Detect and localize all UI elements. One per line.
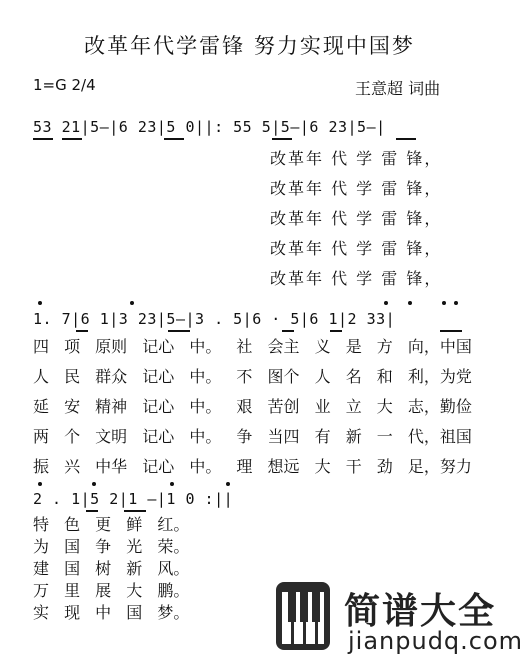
lyric-line: 建 国 树 新 风。 bbox=[33, 559, 190, 578]
lyric-line: 为 国 争 光 荣。 bbox=[33, 537, 190, 556]
underline-mark bbox=[330, 330, 342, 332]
octave-dot bbox=[38, 482, 42, 486]
underline-mark bbox=[282, 330, 294, 332]
lyric-line: 人 民 群众 记心 中。 不 图个 人 名 和 利，为党 bbox=[33, 367, 472, 386]
lyric-line: 改革年 代 学 雷 锋， bbox=[270, 269, 443, 288]
notation-line-3: 2 . 1|5 2|1 —|1 0 :|| bbox=[33, 490, 234, 508]
site-logo bbox=[274, 577, 523, 660]
lyric-line: 特 色 更 鲜 红。 bbox=[33, 515, 190, 534]
lyric-line: 万 里 展 大 鹏。 bbox=[33, 581, 190, 600]
underline-mark bbox=[168, 330, 190, 332]
logo-name: 简谱大全 bbox=[344, 591, 497, 632]
lyric-line: 两 个 文明 记心 中。 争 当四 有 新 一 代，祖国 bbox=[33, 427, 472, 446]
octave-dot bbox=[384, 301, 388, 305]
lyric-line: 改革年 代 学 雷 锋， bbox=[270, 239, 443, 258]
lyric-line: 延 安 精神 记心 中。 艰 苦创 业 立 大 志，勤俭 bbox=[33, 397, 472, 416]
underline-mark bbox=[164, 138, 184, 140]
underline-mark bbox=[62, 138, 82, 140]
piano-keys-icon bbox=[274, 580, 332, 652]
octave-dot bbox=[130, 301, 134, 305]
octave-dot bbox=[408, 301, 412, 305]
lyric-line: 四 项 原则 记心 中。 社 会主 义 是 方 向，中国 bbox=[33, 337, 472, 356]
lyric-line: 改革年 代 学 雷 锋， bbox=[270, 209, 443, 228]
octave-dot bbox=[442, 301, 446, 305]
lyric-line: 振 兴 中华 记心 中。 理 想远 大 干 劲 足，努力 bbox=[33, 457, 472, 476]
underline-mark bbox=[33, 138, 53, 140]
composer-credit: 王意超 词曲 bbox=[355, 79, 441, 98]
octave-dot bbox=[92, 482, 96, 486]
underline-mark bbox=[396, 138, 416, 140]
lyric-line: 实 现 中 国 梦。 bbox=[33, 603, 190, 622]
octave-dot bbox=[454, 301, 458, 305]
octave-dot bbox=[226, 482, 230, 486]
underline-mark bbox=[272, 138, 292, 140]
underline-mark bbox=[76, 330, 88, 332]
song-title: 改革年代学雷锋 努力实现中国梦 bbox=[84, 34, 415, 58]
logo-url: jianpudq.com bbox=[348, 627, 523, 655]
notation-line-2: 1. 7|6 1|3 23|5—|3 . 5|6 · 5|6 1|2 33| bbox=[33, 310, 396, 328]
octave-dot bbox=[170, 482, 174, 486]
underline-mark bbox=[440, 330, 462, 332]
octave-dot bbox=[38, 301, 42, 305]
lyric-line: 改革年 代 学 雷 锋， bbox=[270, 179, 443, 198]
key-signature: 1=G 2/4 bbox=[33, 76, 96, 94]
notation-line-1: 53 21|5—|6 23|5 0||: 55 5|5—|6 23|5—| bbox=[33, 118, 386, 136]
lyric-line: 改革年 代 学 雷 锋， bbox=[270, 149, 443, 168]
